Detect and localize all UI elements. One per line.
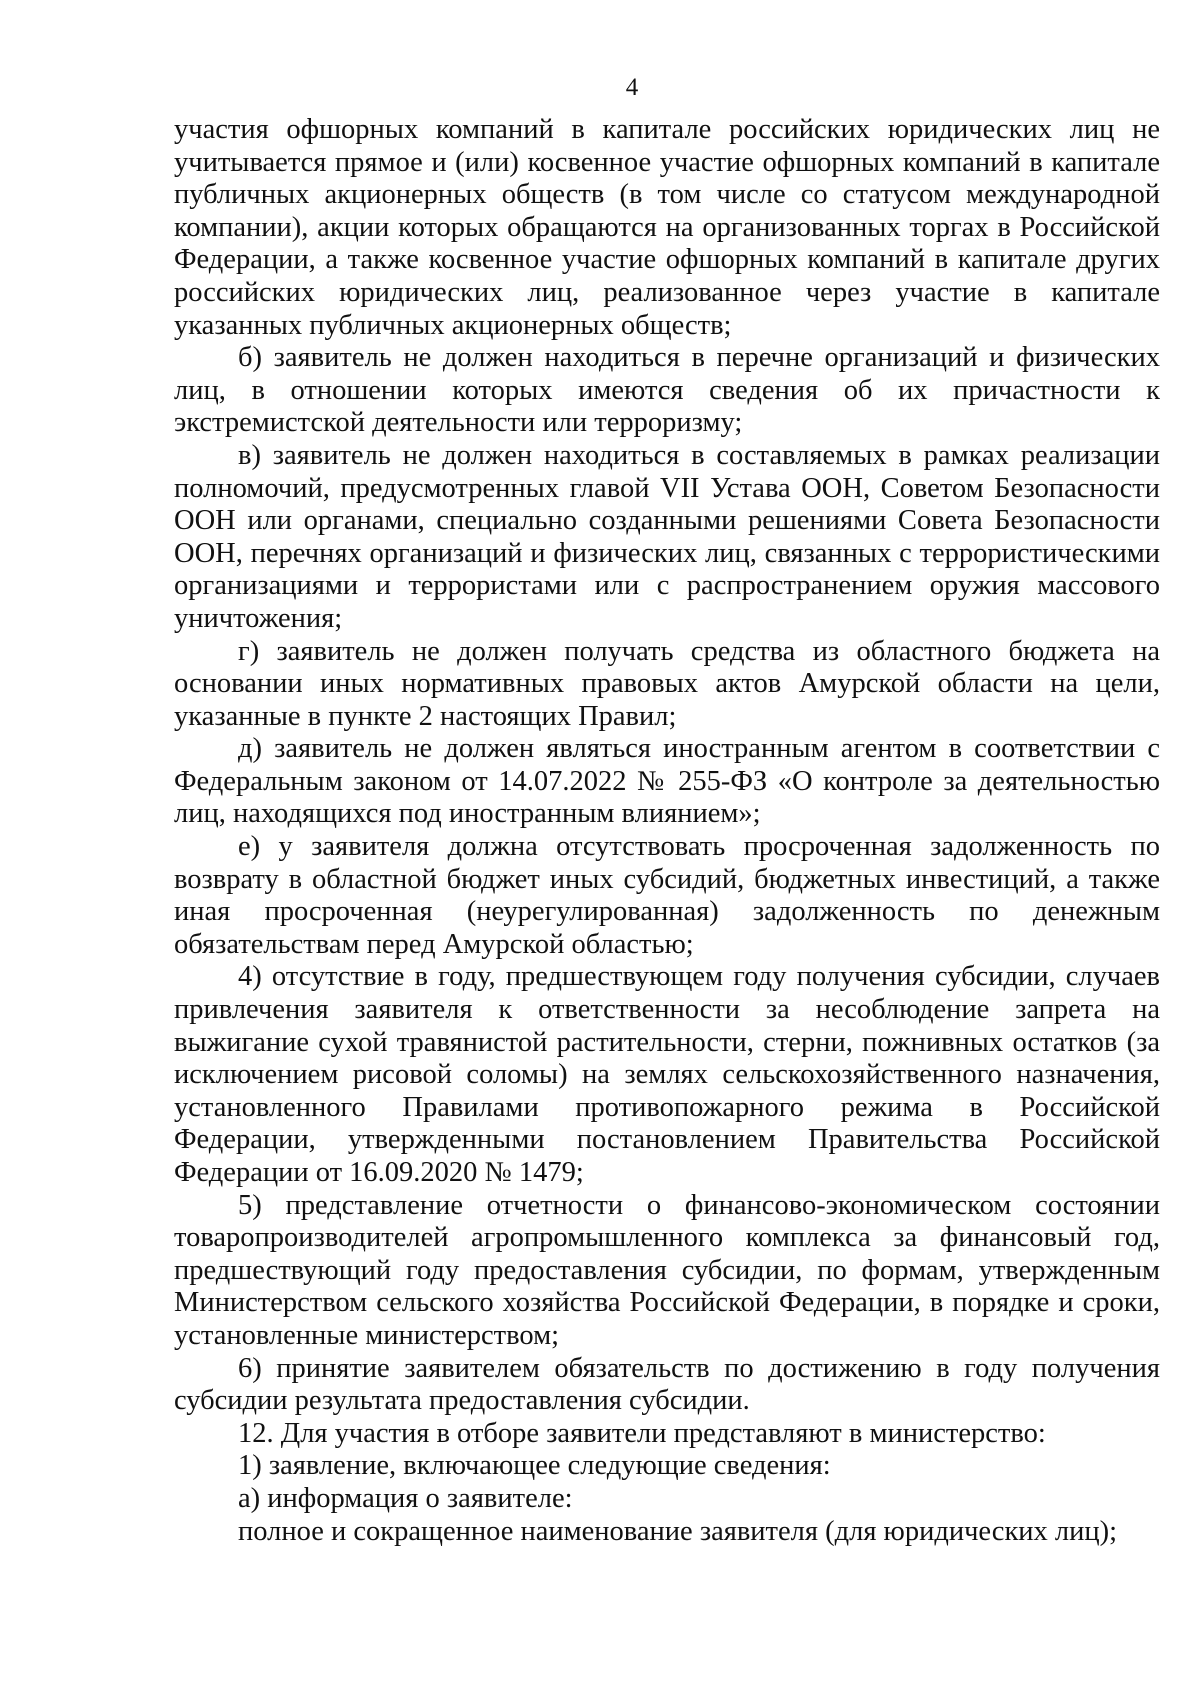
page-number: 4 xyxy=(625,74,639,101)
paragraph-clause-12: 12. Для участия в отборе заявители представляют в министерство: xyxy=(238,1417,1046,1449)
paragraph-item-5: 5) представление отчетности о финансово-экономическом состоянии товаропроизводителей агропромышленного комплекса за финансовый год, предшествующий году предоставления субсидии, по формам, утвержденным Министерством сельского хозяйства Российской Федерации, в порядке и сроки, установленные министерством; xyxy=(174,1189,1160,1351)
paragraph-item-b: б) заявитель не должен находиться в перечне организаций и физических лиц, в отношении которых имеются сведения об их причастности к экстремистской деятельности или терроризму; xyxy=(174,342,1160,439)
paragraph-item-d: д) заявитель не должен являться иностранным агентом в соответствии с Федеральным законом от 14.07.2022 № 255-ФЗ «О контроле за деятельностью лиц, находящихся под иностранным влиянием»; xyxy=(174,733,1160,830)
paragraph-item-v: в) заявитель не должен находиться в составляемых в рамках реализации полномочий, предусмотренных главой VII Устава ООН, Советом Безопасности ООН или органами, специально созданными решениями Совета Безопасности ООН, перечнях организаций и физических лиц, связанных с террористическими организациями и террористами или с распространением оружия массового уничтожения; xyxy=(174,439,1160,634)
paragraph-continuation: участия офшорных компаний в капитале российских юридических лиц не учитывается прямое и (или) косвенное участие офшорных компаний в капитале публичных акционерных обществ (в том числе со статусом международной компании), акции которых обращаются на организованных торгах в Российской Федерации, а также косвенное участие офшорных компаний в капитале других российских юридических лиц, реализованное через участие в капитале указанных публичных акционерных обществ; xyxy=(174,114,1160,341)
paragraph-item-e: е) у заявителя должна отсутствовать просроченная задолженность по возврату в областной бюджет иных субсидий, бюджетных инвестиций, а также иная просроченная (неурегулированная) задолженность по денежным обязательствам перед Амурской областью; xyxy=(174,831,1160,960)
paragraph-item-a-info: а) информация о заявителе: xyxy=(238,1482,573,1514)
document-body xyxy=(174,114,1160,1548)
paragraph-item-1-application: 1) заявление, включающее следующие сведения: xyxy=(238,1450,831,1482)
paragraph-item-g: г) заявитель не должен получать средства из областного бюджета на основании иных нормативных правовых актов Амурской области на цели, указанные в пункте 2 настоящих Правил; xyxy=(174,635,1160,732)
paragraph-applicant-name: полное и сокращенное наименование заявителя (для юридических лиц); xyxy=(238,1515,1118,1547)
paragraph-item-4: 4) отсутствие в году, предшествующем году получения субсидии, случаев привлечения заявителя к ответственности за несоблюдение запрета на выжигание сухой травянистой растительности, стерни, пожнивных остатков (за исключением рисовой соломы) на землях сельскохозяйственного назначения, установленного Правилами противопожарного режима в Российской Федерации, утвержденными постановлением Правительства Российской Федерации от 16.09.2020 № 1479; xyxy=(174,961,1160,1188)
paragraph-item-6: 6) принятие заявителем обязательств по достижению в году получения субсидии результата предоставления субсидии. xyxy=(174,1352,1160,1417)
